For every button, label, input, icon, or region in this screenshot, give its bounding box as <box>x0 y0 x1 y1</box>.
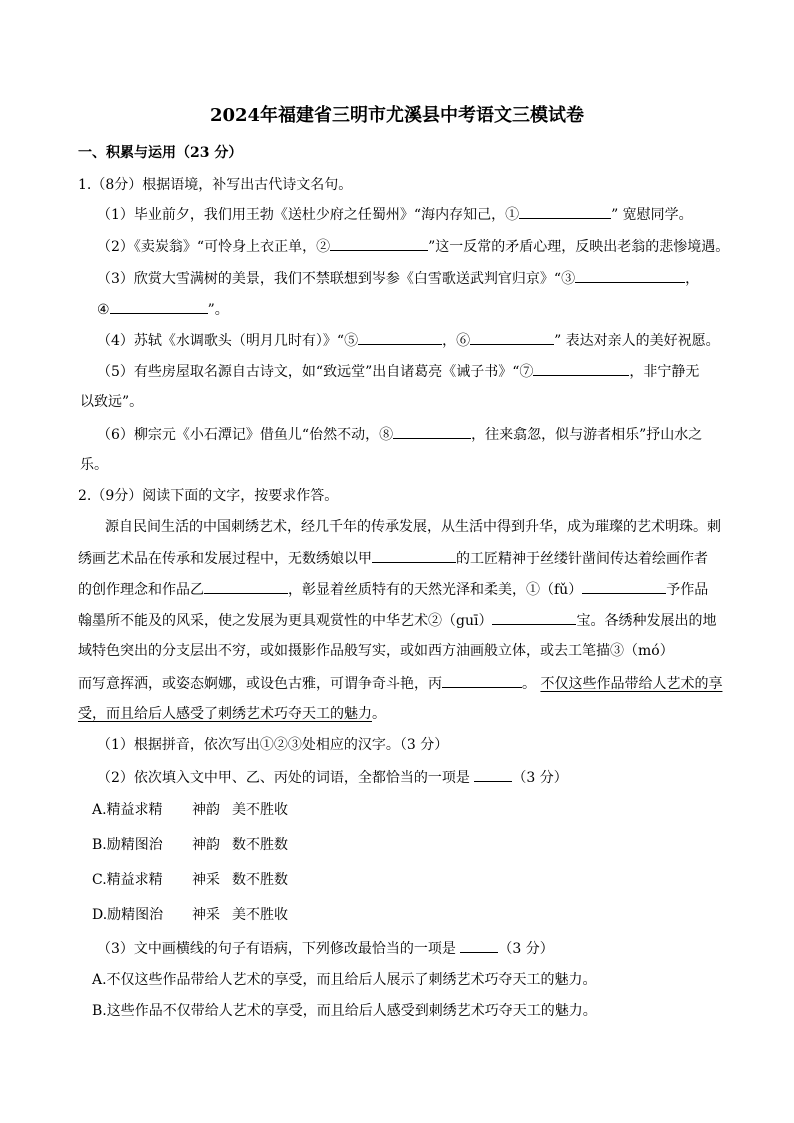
q2-sub3-score: （3 分） <box>498 941 554 957</box>
q2-sub2-text: （2）依次填入文中甲、乙、丙处的词语，全都恰当的一项是 <box>97 770 475 786</box>
passage-text: 翰墨所不能及的风采，使之发展为更具观赏性的中华艺术②（guī） <box>78 613 493 629</box>
q1-sub3 <box>97 268 699 289</box>
q1-sub1-tail: ” 宽慰同学。 <box>611 207 693 223</box>
option-d[interactable] <box>92 905 288 925</box>
option-word2: 神韵 <box>192 802 220 818</box>
answer-blank[interactable] <box>533 361 629 376</box>
passage-line-6 <box>78 673 722 694</box>
blank-bing[interactable] <box>442 673 522 688</box>
option-word3: 美不胜收 <box>232 802 288 818</box>
q1-heading: 1.（8分）根据语境，补写出古代诗文名句。 <box>78 177 353 193</box>
q1-sub2 <box>97 236 729 257</box>
passage-line-2 <box>78 548 708 569</box>
q1-sub5-tail: ，非宁静无 <box>629 364 700 380</box>
option-word3: 美不胜收 <box>232 907 288 923</box>
q2-sub2-score: （3 分） <box>512 770 568 786</box>
passage-text: ，彰显着丝质特有的天然光泽和柔美，①（fǔ） <box>288 582 583 598</box>
q2-sub3-option-a[interactable]: A.不仅这些作品带给人艺术的享受，而且给后人展示了刺绣艺术巧夺天工的魅力。 <box>92 972 597 988</box>
option-b[interactable] <box>92 835 288 855</box>
q1-sub6-cont: 乐。 <box>80 457 108 473</box>
q1-sub4-mid: ，⑥ <box>442 333 471 349</box>
blank-pinyin-1[interactable] <box>582 579 666 594</box>
q2-sub1: （1）根据拼音，依次写出①②③处相应的汉字。（3 分） <box>97 737 449 753</box>
q1-sub4-text: （4）苏轼《水调歌头（明月几时有）》“⑤ <box>97 333 359 349</box>
option-a[interactable] <box>92 800 288 820</box>
q1-sub3-cont <box>97 299 229 320</box>
passage-line-3 <box>78 579 708 600</box>
q1-sub3-end: ”。 <box>207 302 229 318</box>
answer-blank[interactable] <box>519 204 611 219</box>
q1-sub2-text: （2）《卖炭翁》“可怜身上衣正单，② <box>97 239 331 255</box>
option-word3: 数不胜数 <box>232 837 288 853</box>
q1-sub4-tail: ” 表达对亲人的美好祝愿。 <box>554 333 720 349</box>
q2-heading: 2.（9分）阅读下面的文字，按要求作答。 <box>78 488 339 504</box>
option-word2: 神采 <box>192 907 220 923</box>
q1-sub1 <box>97 204 693 225</box>
q1-sub1-text: （1）毕业前夕，我们用王勃《送杜少府之任蜀州》“海内存知己，① <box>97 207 520 223</box>
option-word1: C.精益求精 <box>92 872 163 888</box>
passage-text: 宝。各绣种发展出的地 <box>576 613 717 629</box>
q2-sub3-text: （3）文中画横线的句子有语病，下列修改最恰当的一项是 <box>97 941 461 957</box>
q2-sub3 <box>97 938 554 959</box>
q1-sub4 <box>97 330 720 351</box>
section-heading: 一、积累与运用（23 分） <box>78 145 243 161</box>
q1-sub3-marker: ④ <box>97 302 110 318</box>
answer-blank[interactable] <box>575 268 685 283</box>
option-word2: 神采 <box>192 872 220 888</box>
passage-text: 绣画艺术品在传承和发展过程中，无数绣娘以甲 <box>78 551 372 567</box>
passage-line-5: 域特色突出的分支层出不穷，或如摄影作品般写实，或如西方油画般立体，或去工笔描③（mó） <box>78 643 674 659</box>
passage-text: 。 <box>522 676 536 692</box>
q1-sub6-tail: ，往来翕忽，似与游者相乐”抒山水之 <box>471 427 703 443</box>
option-word1: D.励精图治 <box>92 907 164 923</box>
q1-sub6 <box>97 424 702 445</box>
exam-title: 2024年福建省三明市尤溪县中考语文三模试卷 <box>209 105 585 126</box>
passage-text: 的工匠精神于丝缕针凿间传达着绘画作者 <box>456 551 708 567</box>
q1-sub3-comma: ， <box>685 271 700 287</box>
q1-sub5 <box>97 361 699 382</box>
answer-blank[interactable] <box>358 330 442 345</box>
blank-pinyin-2[interactable] <box>492 610 576 625</box>
passage-text: 予作品 <box>666 582 709 598</box>
answer-blank[interactable] <box>110 299 208 314</box>
answer-blank[interactable] <box>460 938 498 953</box>
option-c[interactable] <box>92 870 288 890</box>
answer-blank[interactable] <box>393 424 471 439</box>
underlined-sentence: 受，而且给后人感受了刺绣艺术巧夺天工的魅力 <box>78 706 372 722</box>
q1-sub2-tail: ”这一反常的矛盾心理，反映出老翁的悲惨境遇。 <box>428 239 730 255</box>
passage-line-7 <box>78 704 386 724</box>
q2-sub2 <box>97 767 568 788</box>
q1-sub6-text: （6）柳宗元《小石潭记》借鱼儿“佁然不动，⑧ <box>97 427 394 443</box>
q1-sub3-text: （3）欣赏大雪满树的美景，我们不禁联想到岑参《白雪歌送武判官归京》“③ <box>97 271 576 287</box>
q1-sub5-text: （5）有些房屋取名源自古诗文，如“致远堂”出自诸葛亮《诫子书》“⑦ <box>97 364 534 380</box>
q1-sub5-cont: 以致远”。 <box>80 394 144 410</box>
option-word1: B.励精图治 <box>92 837 163 853</box>
option-word1: A.精益求精 <box>92 802 163 818</box>
passage-line-1: 源自民间生活的中国刺绣艺术，经几千年的传承发展，从生活中得到升华，成为璀璨的艺术明珠。刺 <box>105 519 721 535</box>
passage-line-4 <box>78 610 716 631</box>
answer-blank[interactable] <box>330 236 428 251</box>
blank-jia[interactable] <box>372 548 456 563</box>
passage-text: 。 <box>372 706 386 722</box>
passage-text: 的创作理念和作品乙 <box>78 582 204 598</box>
q2-sub3-option-b[interactable]: B.这些作品不仅带给人艺术的享受，而且给后人感受到刺绣艺术巧夺天工的魅力。 <box>92 1003 597 1019</box>
passage-text: 而写意挥洒，或姿态婀娜，或设色古雅，可谓争奇斗艳，丙 <box>78 676 442 692</box>
option-word3: 数不胜数 <box>232 872 288 888</box>
option-word2: 神韵 <box>192 837 220 853</box>
underlined-sentence: 不仅这些作品带给人艺术的享 <box>540 676 723 692</box>
blank-yi[interactable] <box>204 579 288 594</box>
answer-blank[interactable] <box>470 330 554 345</box>
answer-blank[interactable] <box>474 767 512 782</box>
